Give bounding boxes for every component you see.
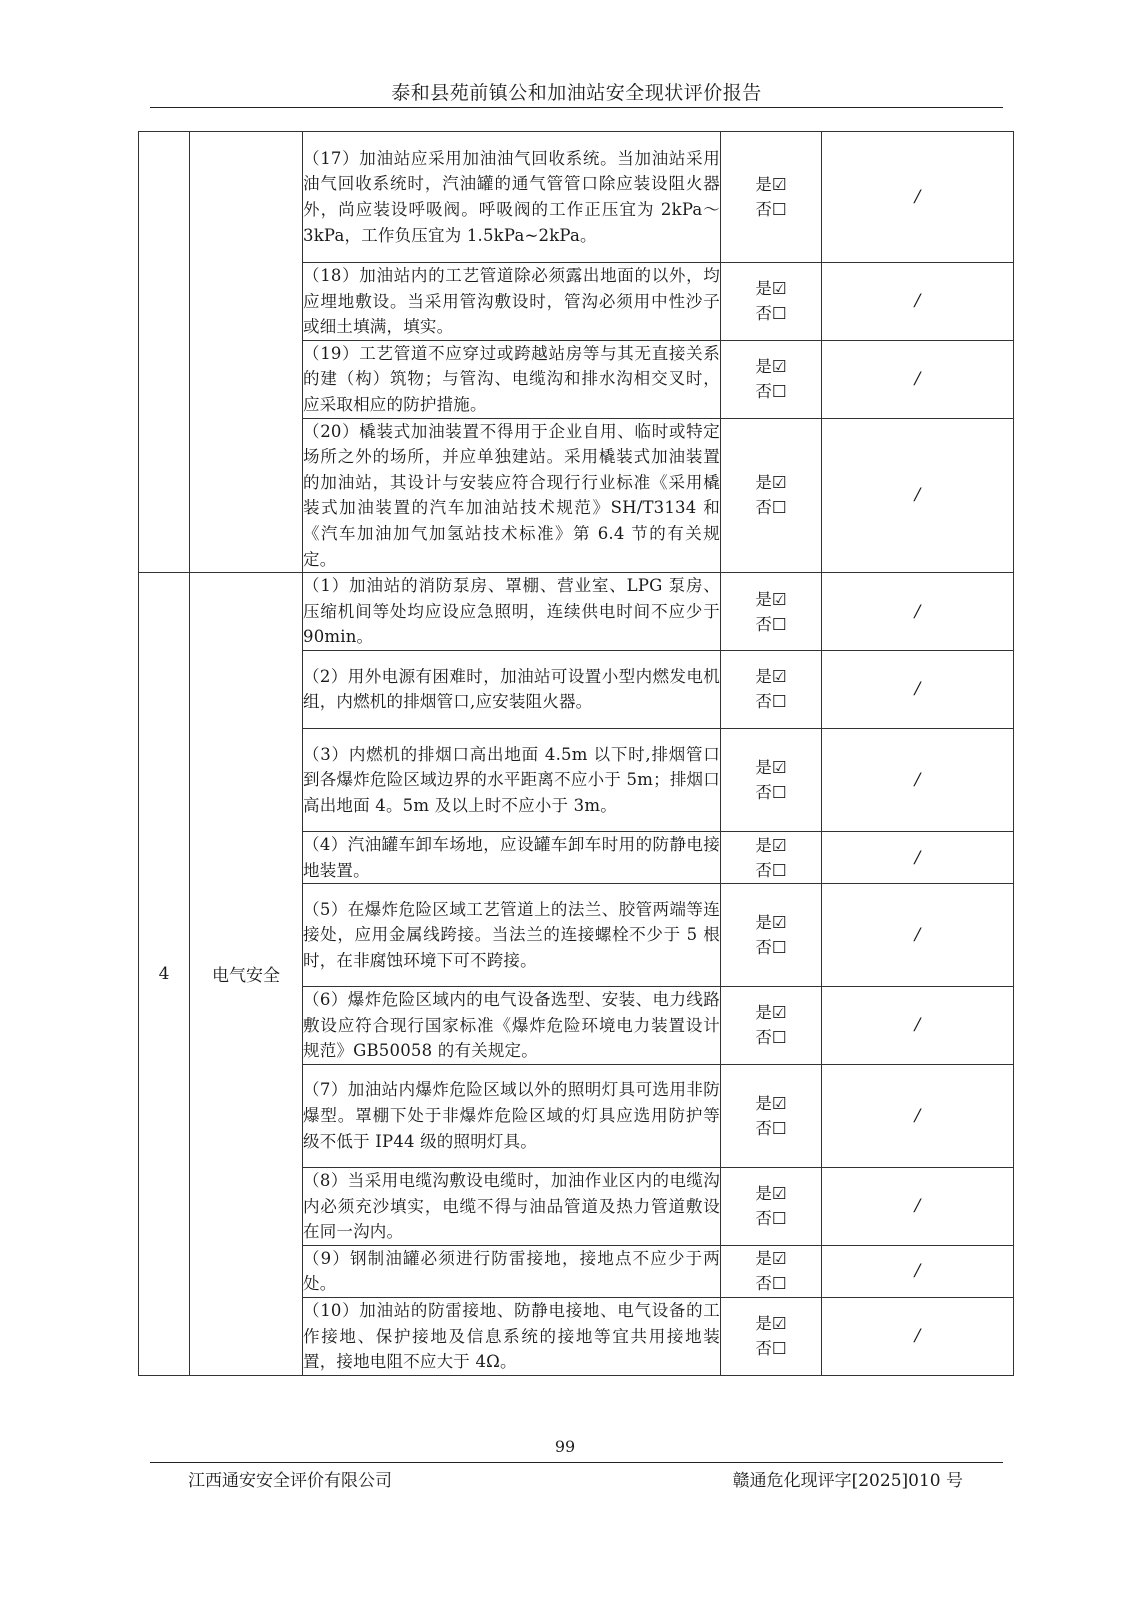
check-result [721,1167,822,1245]
category-cell: 电气安全 [190,573,303,1376]
footer-rule [150,1462,1003,1463]
yes-checkbox[interactable]: 是☑ [755,279,787,299]
check-result [721,340,822,418]
yes-checkbox[interactable]: 是☑ [755,913,787,933]
check-item-text: （7）加油站内爆炸危险区域以外的照明灯具可选用非防爆型。罩棚下处于非爆炸危险区域的灯具应选用防护等级不低于 IP44 级的照明灯具。 [303,1064,721,1167]
check-result [721,263,822,341]
no-checkbox[interactable]: 否☐ [755,1118,787,1138]
check-result [721,418,822,573]
no-checkbox[interactable]: 否☐ [755,1028,787,1048]
header-rule [150,107,1003,108]
evaluation-table [138,131,1014,1376]
check-item-text: （9）钢制油罐必须进行防雷接地，接地点不应少于两处。 [303,1245,721,1297]
yes-checkbox[interactable]: 是☑ [755,1314,787,1334]
remark-cell: / [822,831,1014,883]
check-result [721,1298,822,1376]
yes-checkbox[interactable]: 是☑ [755,1184,787,1204]
no-checkbox[interactable]: 否☐ [755,938,787,958]
yes-checkbox[interactable]: 是☑ [755,835,787,855]
footer-company: 江西通安安全评价有限公司 [188,1471,392,1491]
check-result [721,132,822,263]
remark-cell: / [822,1167,1014,1245]
yes-checkbox[interactable]: 是☑ [755,1003,787,1023]
check-result [721,1245,822,1297]
yes-checkbox[interactable]: 是☑ [755,667,787,687]
yes-checkbox[interactable]: 是☑ [755,757,787,777]
check-item-text: （4）汽油罐车卸车场地，应设罐车卸车时用的防静电接地装置。 [303,831,721,883]
no-checkbox[interactable]: 否☐ [755,692,787,712]
check-result [721,573,822,651]
check-item-text: （20）橇装式加油装置不得用于企业自用、临时或特定场所之外的场所，并应单独建站。采用橇装式加油装置的加油站，其设计与安装应符合现行行业标准《采用橇装式加油装置的汽车加油站技术规范》SH/T3134 和《汽车加油加气加氢站技术标准》第 6.4 节的有关规定。 [303,418,721,573]
check-item-text: （2）用外电源有困难时，加油站可设置小型内燃发电机组，内燃机的排烟管口,应安装阻火器。 [303,650,721,728]
yes-checkbox[interactable]: 是☑ [755,1249,787,1269]
item-number-cell [139,132,190,573]
table-row [139,132,1014,263]
check-item-text: （1）加油站的消防泵房、罩棚、营业室、LPG 泵房、压缩机间等处均应设应急照明，连续供电时间不应少于 90min。 [303,573,721,651]
check-item-text: （3）内燃机的排烟口高出地面 4.5m 以下时,排烟管口到各爆炸危险区域边界的水平距离不应小于 5m；排烟口高出地面 4。5m 及以上时不应小于 3m。 [303,728,721,831]
remark-cell: / [822,340,1014,418]
remark-cell: / [822,1064,1014,1167]
check-item-text: （17）加油站应采用加油油气回收系统。当加油站采用油气回收系统时，汽油罐的通气管管口除应装设阻火器外，尚应装设呼吸阀。呼吸阀的工作正压宜为 2kPa～3kPa，工作负压宜为 1.5kPa~2kPa。 [303,132,721,263]
yes-checkbox[interactable]: 是☑ [755,175,787,194]
yes-checkbox[interactable]: 是☑ [755,589,787,609]
remark-cell: / [822,884,1014,987]
item-number-cell: 4 [139,573,190,1376]
no-checkbox[interactable]: 否☐ [755,614,787,634]
check-result [721,831,822,883]
check-item-text: （8）当采用电缆沟敷设电缆时，加油作业区内的电缆沟内必须充沙填实，电缆不得与油品管道及热力管道敷设在同一沟内。 [303,1167,721,1245]
remark-cell: / [822,1298,1014,1376]
check-item-text: （18）加油站内的工艺管道除必须露出地面的以外，均应埋地敷设。当采用管沟敷设时，管沟必须用中性沙子或细土填满，填实。 [303,263,721,341]
remark-cell: / [822,573,1014,651]
check-result [721,728,822,831]
no-checkbox[interactable]: 否☐ [755,200,787,219]
check-item-text: （10）加油站的防雷接地、防静电接地、电气设备的工作接地、保护接地及信息系统的接地等宜共用接地装置，接地电阻不应大于 4Ω。 [303,1298,721,1376]
no-checkbox[interactable]: 否☐ [755,304,787,324]
no-checkbox[interactable]: 否☐ [755,498,787,518]
no-checkbox[interactable]: 否☐ [755,1274,787,1294]
remark-cell: / [822,650,1014,728]
no-checkbox[interactable]: 否☐ [755,382,787,402]
check-result [721,650,822,728]
no-checkbox[interactable]: 否☐ [755,782,787,802]
check-result [721,1064,822,1167]
table-row [139,573,1014,651]
remark-cell: / [822,418,1014,573]
yes-checkbox[interactable]: 是☑ [755,473,787,493]
no-checkbox[interactable]: 否☐ [755,860,787,880]
yes-checkbox[interactable]: 是☑ [755,1093,787,1113]
remark-cell: / [822,263,1014,341]
category-cell [190,132,303,573]
check-result [721,987,822,1065]
no-checkbox[interactable]: 否☐ [755,1339,787,1359]
check-item-text: （5）在爆炸危险区域工艺管道上的法兰、胶管两端等连接处，应用金属线跨接。当法兰的连接螺栓不少于 5 根时，在非腐蚀环境下可不跨接。 [303,884,721,987]
page-number: 99 [554,1437,576,1456]
remark-cell: / [822,987,1014,1065]
check-result [721,884,822,987]
remark-cell: / [822,132,1014,263]
footer-doc-code: 赣通危化现评字[2025]010 号 [732,1471,963,1491]
check-item-text: （19）工艺管道不应穿过或跨越站房等与其无直接关系的建（构）筑物；与管沟、电缆沟和排水沟相交叉时，应采取相应的防护措施。 [303,340,721,418]
remark-cell: / [822,1245,1014,1297]
no-checkbox[interactable]: 否☐ [755,1209,787,1229]
check-item-text: （6）爆炸危险区域内的电气设备选型、安装、电力线路敷设应符合现行国家标准《爆炸危险环境电力装置设计规范》GB50058 的有关规定。 [303,987,721,1065]
header-title: 泰和县苑前镇公和加油站安全现状评价报告 [391,82,762,104]
yes-checkbox[interactable]: 是☑ [755,357,787,377]
remark-cell: / [822,728,1014,831]
